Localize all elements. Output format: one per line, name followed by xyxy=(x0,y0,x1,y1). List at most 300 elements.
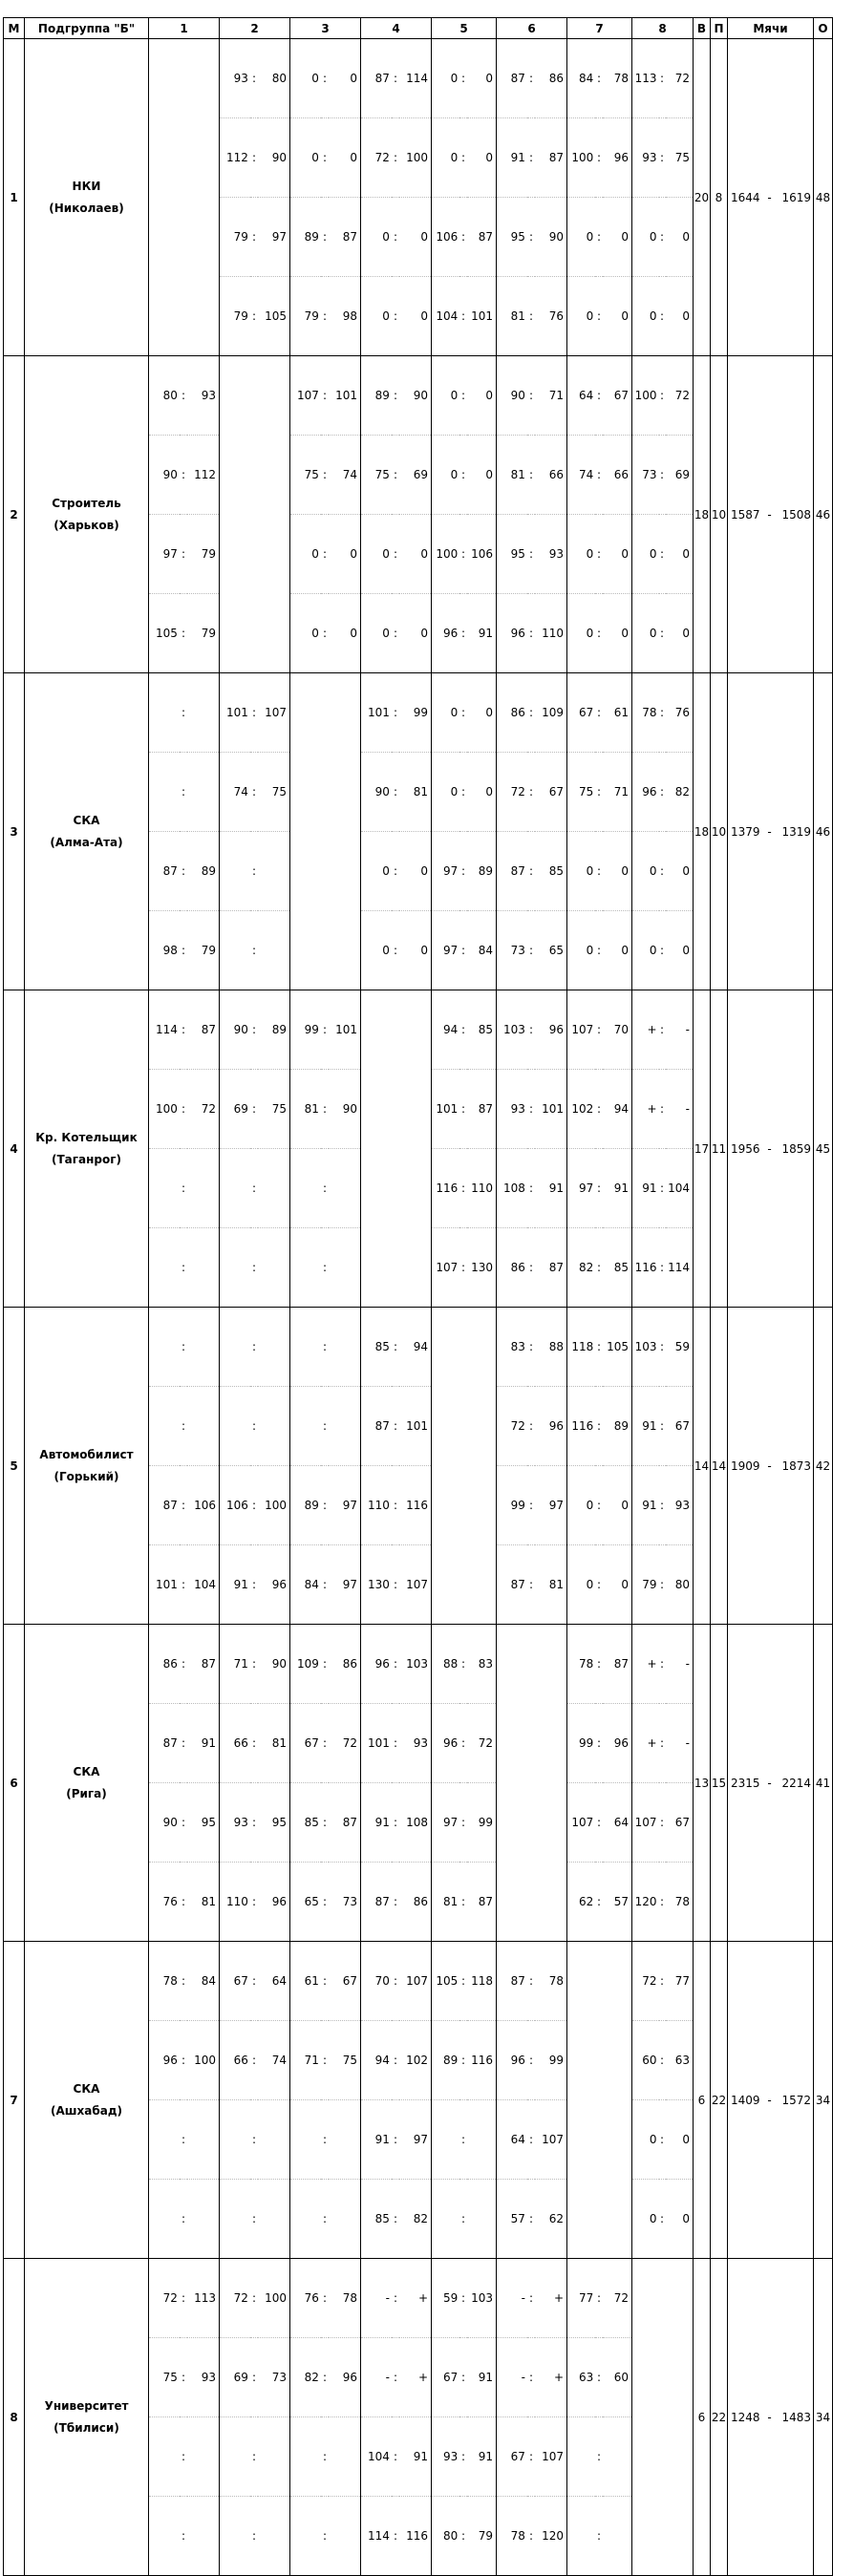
score-away xyxy=(258,1387,289,1466)
balls-cell xyxy=(728,990,814,1308)
score-line xyxy=(497,2021,566,2100)
score-home: 96 xyxy=(149,2021,180,2100)
score-home: 107 xyxy=(567,1783,595,1863)
score-home xyxy=(290,1387,321,1466)
score-separator: : xyxy=(659,1466,666,1545)
score-away: 72 xyxy=(329,1704,360,1783)
score-separator: : xyxy=(392,2180,399,2259)
score-away: 100 xyxy=(399,118,431,198)
score-home: 0 xyxy=(432,118,459,198)
score-line xyxy=(220,1942,289,2021)
score-home xyxy=(149,753,180,832)
score-separator: : xyxy=(659,1783,666,1863)
score-home: 107 xyxy=(432,1228,459,1308)
score-away: 96 xyxy=(329,2338,360,2417)
score-away: 113 xyxy=(194,2291,216,2305)
score-away: 57 xyxy=(603,1863,631,1942)
score-home: 87 xyxy=(149,832,180,911)
score-home: 0 xyxy=(632,911,659,990)
score-away: 114 xyxy=(666,1228,693,1308)
score-line xyxy=(220,1466,289,1545)
score-list xyxy=(567,673,631,990)
score-home: 114 xyxy=(361,2497,392,2576)
score-line xyxy=(220,39,289,118)
score-line xyxy=(220,198,289,277)
team-name: СКА xyxy=(73,813,100,827)
score-line xyxy=(290,198,360,277)
score-list xyxy=(361,39,431,355)
score-separator: : xyxy=(250,1387,258,1466)
score-separator: : xyxy=(392,277,399,356)
score-separator: : xyxy=(459,2021,466,2100)
score-list xyxy=(632,1625,693,1941)
score-away: 0 xyxy=(603,1466,631,1545)
score-away: 62 xyxy=(535,2180,566,2259)
score-home: 86 xyxy=(497,1228,527,1308)
score-line xyxy=(220,1070,289,1149)
score-home xyxy=(149,673,180,753)
score-home: 97 xyxy=(149,515,180,594)
team-name: Кр. Котельщик xyxy=(35,1130,138,1144)
score-home: 74 xyxy=(567,436,595,515)
score-separator: : xyxy=(660,1023,665,1036)
score-home: 0 xyxy=(567,911,595,990)
score-home: 66 xyxy=(220,2021,250,2100)
score-line xyxy=(567,118,631,198)
score-line xyxy=(290,356,360,436)
score-line xyxy=(567,832,631,911)
score-away: 107 xyxy=(399,1545,431,1625)
score-line xyxy=(290,594,360,673)
score-separator: : xyxy=(321,1466,329,1545)
score-separator: : xyxy=(595,1387,602,1466)
balls-conceded: 1319 xyxy=(781,824,811,839)
score-cell xyxy=(432,1625,497,1942)
team-city: (Ашхабад) xyxy=(50,2103,122,2118)
score-separator: : xyxy=(251,1340,257,1353)
score-home: 0 xyxy=(450,389,459,402)
score-home: 106 xyxy=(220,1466,250,1545)
team-position: 1 xyxy=(4,39,25,356)
score-home: 72 xyxy=(497,1387,527,1466)
score-home: 130 xyxy=(361,1545,392,1625)
score-separator: : xyxy=(250,2338,258,2417)
score-line xyxy=(497,1228,566,1308)
score-away: 78 xyxy=(613,72,629,85)
score-list xyxy=(497,2259,566,2575)
score-home: 76 xyxy=(304,2291,319,2305)
score-line xyxy=(632,1466,693,1545)
score-line xyxy=(361,1704,431,1783)
score-line xyxy=(432,1625,496,1704)
score-list xyxy=(361,1942,431,2258)
team-city: (Горький) xyxy=(53,1469,119,1483)
score-separator: : xyxy=(459,832,466,911)
score-line xyxy=(432,2180,496,2259)
score-line xyxy=(632,198,693,277)
score-away: 98 xyxy=(329,277,360,356)
score-line xyxy=(290,2497,360,2576)
score-list xyxy=(432,356,496,672)
score-line xyxy=(632,436,693,515)
score-away xyxy=(329,2100,360,2180)
score-line xyxy=(220,1545,289,1625)
score-line xyxy=(290,1228,360,1308)
score-cell xyxy=(567,39,632,356)
balls-dash: - xyxy=(767,2410,772,2424)
score-list xyxy=(567,356,631,672)
score-home xyxy=(220,2180,250,2259)
score-separator: : xyxy=(321,1228,329,1308)
score-separator: : xyxy=(528,2291,534,2305)
score-separator: : xyxy=(459,515,466,594)
score-line xyxy=(220,2497,289,2576)
score-line xyxy=(432,198,496,277)
score-separator: : xyxy=(180,2417,187,2497)
score-cell xyxy=(432,1308,497,1625)
team-name: Строитель xyxy=(52,496,121,510)
score-cell xyxy=(632,2259,694,2576)
score-line xyxy=(220,1783,289,1863)
score-line xyxy=(290,1942,360,2021)
score-separator: : xyxy=(595,436,602,515)
score-cell xyxy=(220,1942,290,2259)
score-home: - xyxy=(497,2338,527,2417)
score-home: 57 xyxy=(497,2180,527,2259)
score-home: 116 xyxy=(567,1387,595,1466)
score-away: 110 xyxy=(467,1149,496,1228)
score-line xyxy=(149,1783,219,1863)
score-separator: : xyxy=(659,594,666,673)
score-line xyxy=(361,832,431,911)
score-home: 0 xyxy=(632,2100,659,2180)
score-line xyxy=(432,1942,496,2021)
team-row xyxy=(4,2259,833,2576)
score-line xyxy=(220,990,289,1070)
score-line xyxy=(149,1149,219,1228)
score-away: 78 xyxy=(666,1863,693,1942)
score-line xyxy=(567,277,631,356)
losses-value: 22 xyxy=(711,2259,728,2576)
score-separator: : xyxy=(527,2180,535,2259)
score-away: 95 xyxy=(187,1783,219,1863)
score-separator: : xyxy=(392,1545,399,1625)
score-separator: : xyxy=(527,1228,535,1308)
score-home: 0 xyxy=(361,198,392,277)
score-line xyxy=(432,2100,496,2180)
score-separator: : xyxy=(180,1149,187,1228)
score-cell xyxy=(567,1308,632,1625)
score-away: 0 xyxy=(603,277,631,356)
score-separator: : xyxy=(459,2338,466,2417)
score-line xyxy=(290,2180,360,2259)
score-separator: : xyxy=(527,277,535,356)
score-away: 73 xyxy=(329,1863,360,1942)
score-line xyxy=(567,1545,631,1625)
score-separator: : xyxy=(595,911,602,990)
score-separator: : xyxy=(180,2497,187,2576)
score-line xyxy=(290,1545,360,1625)
score-away: 86 xyxy=(342,1657,357,1671)
score-away xyxy=(329,2417,360,2497)
wins-value: 20 xyxy=(694,39,711,356)
score-line xyxy=(361,436,431,515)
score-line xyxy=(632,1863,693,1942)
score-line xyxy=(149,356,219,436)
score-away: 71 xyxy=(603,753,631,832)
score-home: 66 xyxy=(220,1704,250,1783)
score-home: 100 xyxy=(432,515,459,594)
score-home: 89 xyxy=(374,389,390,402)
score-line xyxy=(432,2497,496,2576)
score-away: 80 xyxy=(271,72,287,85)
score-away: 96 xyxy=(258,1863,289,1942)
header-col-3: 3 xyxy=(290,18,361,39)
score-cell xyxy=(290,2259,361,2576)
score-home: 87 xyxy=(497,832,527,911)
score-home: + xyxy=(647,1657,657,1671)
score-separator: : xyxy=(250,1149,258,1228)
score-separator: : xyxy=(595,1545,602,1625)
score-separator: : xyxy=(460,706,466,719)
score-separator: : xyxy=(596,72,602,85)
score-home: 101 xyxy=(149,1545,180,1625)
score-home: 88 xyxy=(443,1657,459,1671)
score-home: 109 xyxy=(297,1657,319,1671)
score-separator: : xyxy=(527,1545,535,1625)
balls-cell xyxy=(728,1625,814,1942)
score-away: 69 xyxy=(399,436,431,515)
score-line xyxy=(632,1545,693,1625)
score-list xyxy=(290,1625,360,1941)
score-separator: : xyxy=(321,1545,329,1625)
score-line xyxy=(149,594,219,673)
score-away: 84 xyxy=(467,911,496,990)
score-separator: : xyxy=(392,1466,399,1545)
score-line xyxy=(632,2100,693,2180)
score-cell xyxy=(567,1942,632,2259)
score-home: 73 xyxy=(497,911,527,990)
score-away: 0 xyxy=(329,118,360,198)
score-line xyxy=(567,2338,631,2417)
score-separator: : xyxy=(660,72,665,85)
score-separator: : xyxy=(527,1387,535,1466)
balls-scored: 1248 xyxy=(731,2410,760,2424)
score-separator: : xyxy=(659,1704,666,1783)
balls-dash: - xyxy=(767,2093,772,2107)
score-separator: : xyxy=(180,2338,187,2417)
score-away: 99 xyxy=(467,1783,496,1863)
wins-value: 18 xyxy=(694,673,711,990)
score-away: 81 xyxy=(535,1545,566,1625)
score-home: 76 xyxy=(149,1863,180,1942)
score-away xyxy=(187,2180,219,2259)
team-position: 5 xyxy=(4,1308,25,1625)
score-separator: : xyxy=(459,118,466,198)
score-home: 0 xyxy=(567,515,595,594)
score-separator: : xyxy=(181,706,186,719)
score-line xyxy=(497,2417,566,2497)
score-cell xyxy=(290,673,361,990)
score-home: 61 xyxy=(304,1974,319,1988)
score-separator: : xyxy=(659,277,666,356)
score-away xyxy=(187,1308,219,1387)
balls-scored: 1409 xyxy=(731,2093,760,2107)
score-away: 75 xyxy=(666,118,693,198)
score-separator: : xyxy=(321,2100,329,2180)
score-cell xyxy=(290,356,361,673)
score-separator: : xyxy=(659,1545,666,1625)
score-home xyxy=(149,1308,180,1387)
balls-dash: - xyxy=(767,1141,772,1156)
score-separator: : xyxy=(321,1070,329,1149)
score-away: 87 xyxy=(329,1783,360,1863)
score-separator: : xyxy=(596,389,602,402)
score-separator: : xyxy=(250,1783,258,1863)
score-separator: : xyxy=(527,436,535,515)
score-separator: : xyxy=(659,1070,666,1149)
score-away: 101 xyxy=(467,277,496,356)
score-cell xyxy=(432,356,497,673)
score-away: 67 xyxy=(666,1783,693,1863)
team-name-cell xyxy=(25,1942,149,2259)
balls-dash: - xyxy=(767,1458,772,1473)
score-separator: : xyxy=(659,2021,666,2100)
score-cell xyxy=(361,2259,432,2576)
score-cell xyxy=(220,39,290,356)
score-separator: : xyxy=(459,436,466,515)
losses-value: 10 xyxy=(711,356,728,673)
score-line xyxy=(220,1387,289,1466)
score-home: 97 xyxy=(432,911,459,990)
score-separator: : xyxy=(460,1657,466,1671)
score-home: 120 xyxy=(632,1863,659,1942)
score-cell xyxy=(361,39,432,356)
score-home xyxy=(220,2417,250,2497)
score-line xyxy=(220,673,289,753)
score-away: 120 xyxy=(535,2497,566,2576)
score-cell xyxy=(432,1942,497,2259)
score-away: 130 xyxy=(467,1228,496,1308)
score-list xyxy=(220,39,289,355)
score-away: 61 xyxy=(613,706,629,719)
score-separator: : xyxy=(595,753,602,832)
score-home: 74 xyxy=(220,753,250,832)
score-away: - xyxy=(685,1023,690,1036)
score-home: 104 xyxy=(361,2417,392,2497)
score-cell xyxy=(632,673,694,990)
score-away: 67 xyxy=(666,1387,693,1466)
score-home: 94 xyxy=(443,1023,459,1036)
points-value: 34 xyxy=(814,1942,833,2259)
score-away: 90 xyxy=(535,198,566,277)
score-separator: : xyxy=(322,1974,328,1988)
score-list xyxy=(149,2259,219,2575)
score-line xyxy=(361,2338,431,2417)
score-separator: : xyxy=(595,277,602,356)
score-separator: : xyxy=(595,2417,602,2497)
score-away: 103 xyxy=(471,2291,493,2305)
score-line xyxy=(361,2180,431,2259)
score-home: 98 xyxy=(149,911,180,990)
score-separator: : xyxy=(250,832,258,911)
score-separator: : xyxy=(181,2291,186,2305)
score-line xyxy=(432,1070,496,1149)
score-list xyxy=(149,1625,219,1941)
score-line xyxy=(567,1783,631,1863)
score-line xyxy=(361,753,431,832)
score-line xyxy=(632,594,693,673)
score-separator: : xyxy=(321,515,329,594)
score-away: 87 xyxy=(467,1863,496,1942)
team-position: 3 xyxy=(4,673,25,990)
score-home: 0 xyxy=(567,1466,595,1545)
score-home: 86 xyxy=(510,706,525,719)
score-home: 75 xyxy=(149,2338,180,2417)
score-line xyxy=(149,2497,219,2576)
score-separator: : xyxy=(527,515,535,594)
score-home xyxy=(220,832,250,911)
score-away: 87 xyxy=(535,118,566,198)
score-separator: : xyxy=(321,118,329,198)
score-line xyxy=(361,2417,431,2497)
score-home: 96 xyxy=(432,1704,459,1783)
score-line xyxy=(567,515,631,594)
score-line xyxy=(632,1070,693,1149)
score-away xyxy=(329,1387,360,1466)
score-home: 89 xyxy=(432,2021,459,2100)
score-home: 79 xyxy=(290,277,321,356)
score-line xyxy=(432,1863,496,1942)
score-line xyxy=(149,1308,219,1387)
score-line xyxy=(220,2021,289,2100)
score-cell xyxy=(149,1308,220,1625)
score-separator: : xyxy=(595,1228,602,1308)
score-home xyxy=(567,2417,595,2497)
score-line xyxy=(290,118,360,198)
score-separator: : xyxy=(180,594,187,673)
score-home: 90 xyxy=(149,436,180,515)
score-away: 0 xyxy=(666,515,693,594)
score-cell xyxy=(290,1308,361,1625)
score-list xyxy=(567,1625,631,1941)
score-away: 110 xyxy=(535,594,566,673)
score-separator: : xyxy=(596,706,602,719)
score-home: 91 xyxy=(632,1466,659,1545)
score-away: 76 xyxy=(674,706,690,719)
score-separator: : xyxy=(321,1149,329,1228)
score-separator: : xyxy=(660,389,665,402)
score-home: 0 xyxy=(632,515,659,594)
score-list xyxy=(632,990,693,1307)
score-cell xyxy=(149,1625,220,1942)
score-cell xyxy=(290,1625,361,1942)
score-cell xyxy=(497,673,567,990)
score-away: 71 xyxy=(548,389,564,402)
score-away: 103 xyxy=(406,1657,428,1671)
score-separator: : xyxy=(527,2021,535,2100)
score-separator: : xyxy=(595,198,602,277)
score-line xyxy=(149,1228,219,1308)
score-line xyxy=(567,356,631,436)
score-home: 67 xyxy=(233,1974,248,1988)
score-line xyxy=(361,2497,431,2576)
score-cell xyxy=(497,1942,567,2259)
score-away: 0 xyxy=(467,118,496,198)
score-line xyxy=(361,594,431,673)
team-position: 4 xyxy=(4,990,25,1308)
score-home: 97 xyxy=(567,1149,595,1228)
